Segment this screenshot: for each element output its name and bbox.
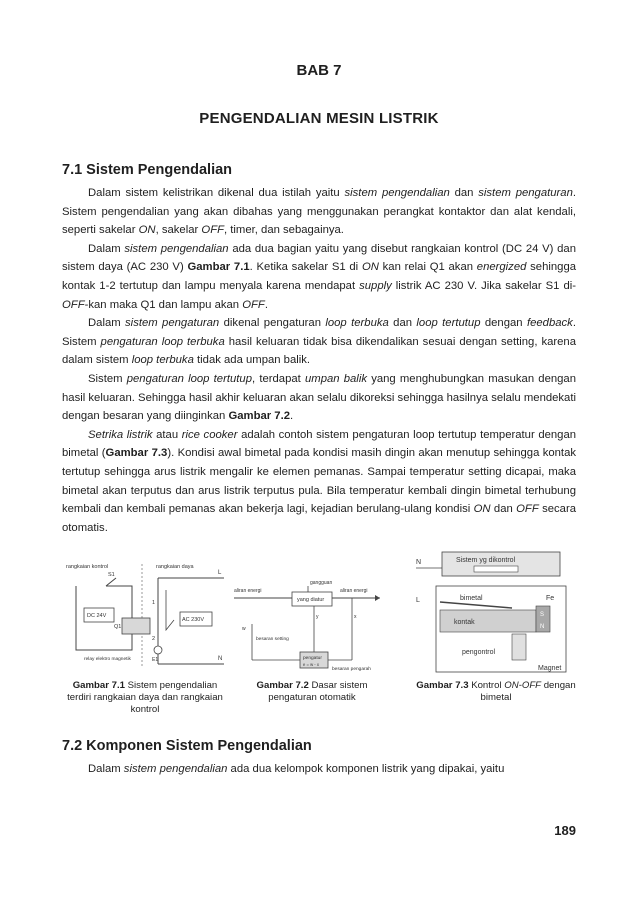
fig3-label-fe: Fe <box>546 595 555 602</box>
section-heading-7-2: 7.2 Komponen Sistem Pengendalian <box>62 738 312 754</box>
section-7-1-body <box>62 184 576 537</box>
fig2-label-energy-out: aliran energi <box>340 588 368 594</box>
section-7-2-body <box>62 760 576 779</box>
fig2-label-w: w <box>242 626 246 632</box>
page-number: 189 <box>554 823 576 838</box>
figure-7-2-automatic-control-diagram <box>232 578 382 674</box>
fig1-label-ac: AC 230V <box>182 617 205 623</box>
fig3-label-bimetal: bimetal <box>460 595 483 602</box>
fig1-label-c2: 2 <box>152 636 156 642</box>
fig2-label-y: y <box>316 614 319 620</box>
fig2-label-plant: yang diatur <box>297 597 325 603</box>
fig3-label-system: Sistem yg dikontrol <box>456 557 516 564</box>
fig1-label-control: rangkaian kontrol <box>66 564 109 570</box>
fig2-label-reference: besaran pengarah <box>332 667 371 672</box>
fig3-label-l: L <box>416 597 420 604</box>
fig3-label-magnet-n: N <box>540 624 545 630</box>
chapter-number: BAB 7 <box>296 62 342 79</box>
chapter-title: PENGENDALIAN MESIN LISTRIK <box>199 110 439 127</box>
fig1-label-e1: E1 <box>152 657 159 663</box>
fig1-label-l: L <box>218 570 222 576</box>
fig1-label-relay: relay elektro magnetik <box>84 657 131 662</box>
fig1-label-power: rangkaian daya <box>156 564 194 570</box>
figure-7-2-caption: Gambar 7.2 Dasar sistem pengaturan otomatik <box>256 680 368 703</box>
fig2-label-x: x <box>354 614 357 620</box>
fig3-label-pengontrol: pengontrol <box>462 649 496 656</box>
fig1-label-c1: 1 <box>152 600 156 606</box>
fig1-label-s1: S1 <box>108 572 115 578</box>
section-heading-7-1: 7.1 Sistem Pengendalian <box>62 162 233 178</box>
fig3-label-s: S <box>540 612 545 618</box>
fig3-label-n: N <box>416 559 422 566</box>
paragraph-1: Dalam sistem kelistrikan dikenal dua istilah yaitu sistem pengendalian dan sistem pengaturan. Sistem pengendalian yang akan dibahas yang menggunakan perangkat kontaktor dan alat kendali, seperti sakelar ON, sakelar OFF, timer, dan sebagainya. <box>62 187 576 237</box>
figure-7-1-control-and-power-circuit <box>62 560 230 672</box>
paragraph-3: Dalam sistem pengaturan dikenal pengaturan loop terbuka dan loop tertutup dengan feedback. Sistem pengaturan loop terbuka hasil keluaran tidak bisa dikendalikan sesuai dengan setting, karena dalam sistem loop terbuka tidak ada umpan balik. <box>62 317 576 367</box>
fig2-label-controller: pengatur <box>303 656 322 661</box>
fig1-label-n: N <box>218 656 223 662</box>
fig2-label-disturbance: gangguan <box>310 580 333 586</box>
fig3-label-kontak: kontak <box>454 619 475 626</box>
fig3-label-magnet: Magnet <box>538 665 562 672</box>
fig1-label-q1: Q1 <box>114 624 122 630</box>
paragraph-2: Dalam sistem pengendalian ada dua bagian yaitu yang disebut rangkaian kontrol (DC 24 V) dan sistem daya (AC 230 V) Gambar 7.1. Ketika sakelar S1 di ON kan relai Q1 akan energized sehingga kontak 1-2 tertutup dan lampu menyala karena mendapat supply listrik AC 230 V. Jika sakelar S1 di-OFF-kan maka Q1 dan lampu akan OFF. <box>62 242 577 311</box>
fig2-label-energy-in: aliran energi <box>234 588 262 594</box>
figure-7-1-caption: Gambar 7.1 Sistem pengendalian terdiri rangkaian daya dan rangkaian kontrol <box>67 680 223 715</box>
paragraph-7-2-1: Dalam sistem pengendalian ada dua kelompok komponen listrik yang dipakai, yaitu <box>88 763 505 775</box>
paragraph-5: Setrika listrik atau rice cooker adalah contoh sistem pengaturan loop tertutup temperatur dengan bimetal (Gambar 7.3). Kondisi awal bimetal pada kondisi masih dingin akan menutup sehingga kontak tertutup sehingga arus listrik mengalir ke elemen pemanas. Sampai temperatur setting dicapai, maka bimetal akan terputus dan arus listrik terputus pula. Bila temperatur kembali dingin bimetal terhubung kembali dan kembali pemanas akan bekerja lagi, kejadian berulang-ulang kondisi ON dan OFF secara otomatis. <box>62 428 577 534</box>
fig2-label-error-eq: e = w - x <box>303 662 319 667</box>
fig1-label-dc: DC 24V <box>87 613 107 619</box>
paragraph-4: Sistem pengaturan loop tertutup, terdapat umpan balik yang menghubungkan masukan dengan hasil keluaran. Sehingga hasil akhir keluaran akan selalu dikoreksi sehingga hasilnya selalu mendekati dengan besaran yang diinginkan Gambar 7.2. <box>62 372 577 423</box>
figure-7-3-bimetal-on-off-control <box>412 550 578 674</box>
figure-7-3-caption: Gambar 7.3 Kontrol ON-OFF dengan bimetal <box>416 680 576 703</box>
fig2-label-setting: besaran setting <box>256 637 289 642</box>
